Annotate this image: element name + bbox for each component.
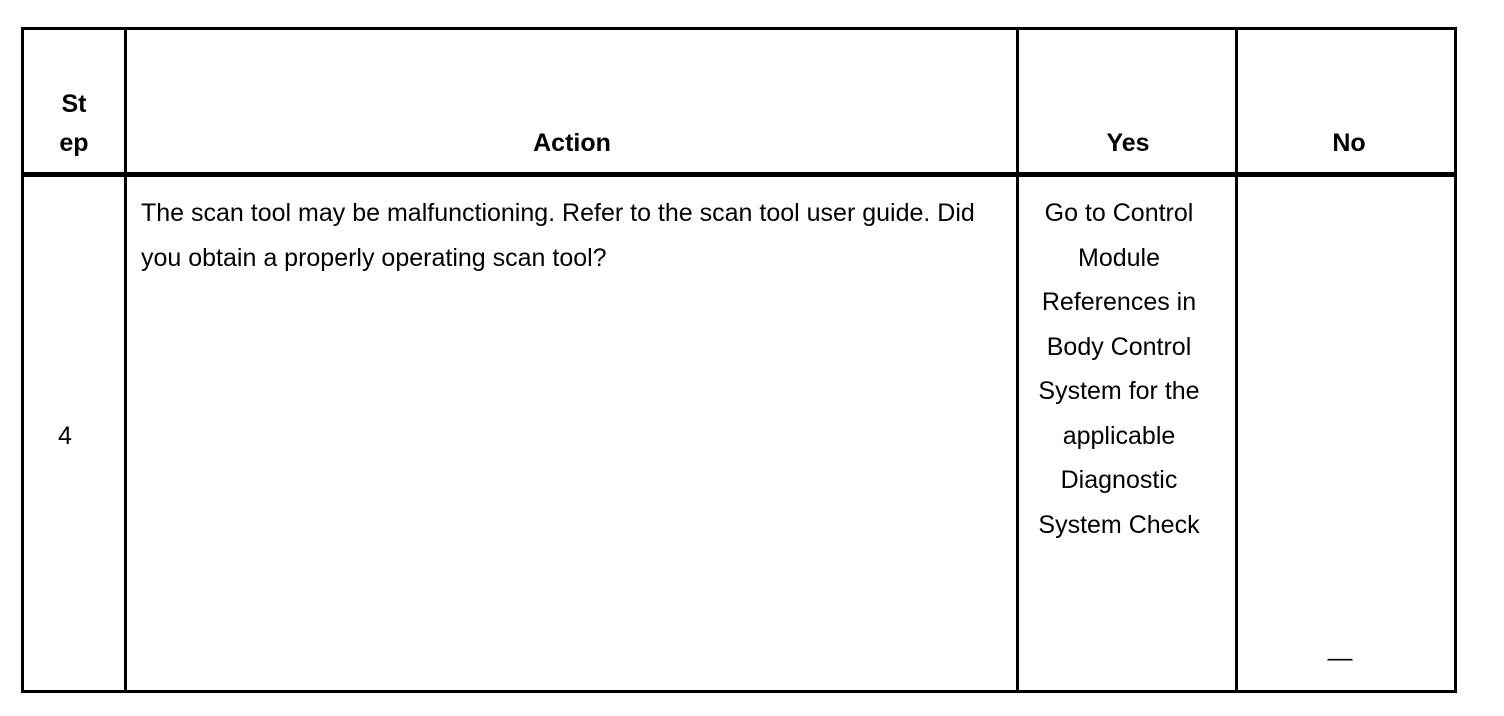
header-action: Action: [533, 129, 611, 157]
header-yes: Yes: [1106, 129, 1150, 157]
row-yes-result: Go to Control Module References in Body Control System for the applicable Diagnostic System Check: [1038, 199, 1200, 539]
header-step: St ep: [59, 90, 89, 157]
row-step-number: 4: [58, 422, 72, 450]
row-no-result: —: [1327, 644, 1353, 672]
row-action-text: The scan tool may be malfunctioning. Refer to the scan tool user guide. Did you obtain a properly operating scan tool?: [141, 199, 975, 272]
diagnostic-step-table: [21, 27, 1457, 693]
header-divider: [24, 172, 1454, 177]
header-no: No: [1332, 129, 1366, 157]
